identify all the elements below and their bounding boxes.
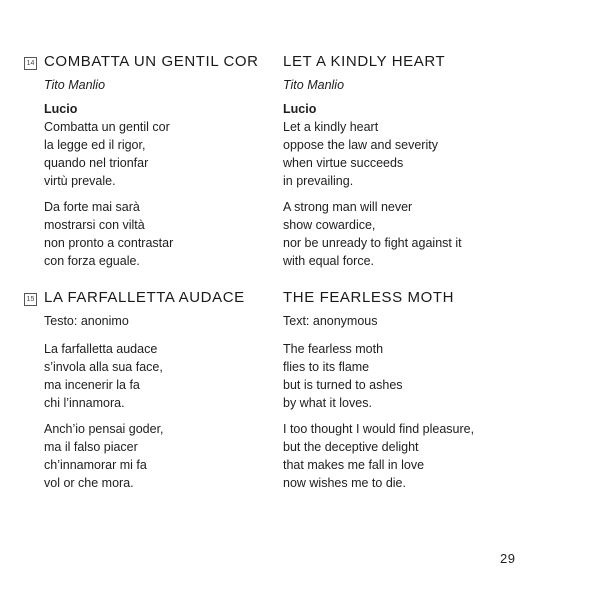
- lyric-line: Anch’io pensai goder,: [44, 422, 164, 436]
- speaker-name: Lucio: [283, 102, 317, 116]
- lyric-line: virtù prevale.: [44, 174, 116, 188]
- lyric-line: now wishes me to die.: [283, 476, 406, 490]
- song-title: LET A KINDLY HEART: [283, 53, 446, 70]
- lyric-line: nor be unready to fight against it: [283, 236, 462, 250]
- lyric-line: ch’innamorar mi fa: [44, 458, 147, 472]
- lyric-line: non pronto a contrastar: [44, 236, 174, 250]
- stanza: [44, 198, 274, 270]
- song-source: Tito Manlio: [44, 78, 106, 92]
- song-title: THE FEARLESS MOTH: [283, 289, 455, 306]
- lyric-line: but the deceptive delight: [283, 440, 419, 454]
- stanza: [283, 340, 513, 412]
- lyric-line: I too thought I would find pleasure,: [283, 422, 475, 436]
- song-title: COMBATTA UN GENTIL COR: [44, 53, 259, 70]
- song-block-fearless-moth: [283, 288, 513, 492]
- lyric-line: in prevailing.: [283, 174, 354, 188]
- lyric-line: mostrarsi con viltà: [44, 218, 145, 232]
- lyric-line: that makes me fall in love: [283, 458, 425, 472]
- lyric-line: Let a kindly heart: [283, 120, 379, 134]
- lyric-line: with equal force.: [283, 254, 375, 268]
- lyric-line: la legge ed il rigor,: [44, 138, 146, 152]
- song-block-combatta: [26, 52, 274, 270]
- lyric-line: vol or che mora.: [44, 476, 134, 490]
- lyric-line: but is turned to ashes: [283, 378, 403, 392]
- lyric-line: when virtue succeeds: [283, 156, 404, 170]
- song-source: Text: anonymous: [283, 314, 378, 328]
- song-block-farfalletta: [26, 288, 274, 492]
- stanza: [283, 420, 513, 492]
- stanza: [283, 118, 513, 190]
- track-number-badge: 15: [24, 293, 37, 306]
- speaker-name: Lucio: [44, 102, 78, 116]
- song-source: Tito Manlio: [283, 78, 345, 92]
- lyric-line: Combatta un gentil cor: [44, 120, 170, 134]
- lyric-line: con forza eguale.: [44, 254, 140, 268]
- lyric-line: quando nel trionfar: [44, 156, 149, 170]
- lyric-line: A strong man will never: [283, 200, 413, 214]
- track-number-badge: 14: [24, 57, 37, 70]
- song-block-kindly-heart: [283, 52, 513, 270]
- stanza: [44, 340, 274, 412]
- lyric-line: La farfalletta audace: [44, 342, 158, 356]
- lyric-line: oppose the law and severity: [283, 138, 438, 152]
- right-column: [283, 52, 513, 500]
- song-title: LA FARFALLETTA AUDACE: [44, 289, 245, 306]
- page-number: 29: [500, 551, 516, 566]
- lyric-line: show cowardice,: [283, 218, 376, 232]
- lyric-line: ma il falso piacer: [44, 440, 138, 454]
- lyric-line: Da forte mai sarà: [44, 200, 140, 214]
- stanza: [44, 118, 274, 190]
- lyric-line: by what it loves.: [283, 396, 372, 410]
- lyric-line: s’invola alla sua face,: [44, 360, 163, 374]
- stanza: [44, 420, 274, 492]
- stanza: [283, 198, 513, 270]
- lyric-line: chi l’innamora.: [44, 396, 125, 410]
- song-source: Testo: anonimo: [44, 314, 129, 328]
- lyric-line: flies to its flame: [283, 360, 370, 374]
- left-column: [26, 52, 274, 500]
- lyric-line: The fearless moth: [283, 342, 384, 356]
- lyric-line: ma incenerir la fa: [44, 378, 140, 392]
